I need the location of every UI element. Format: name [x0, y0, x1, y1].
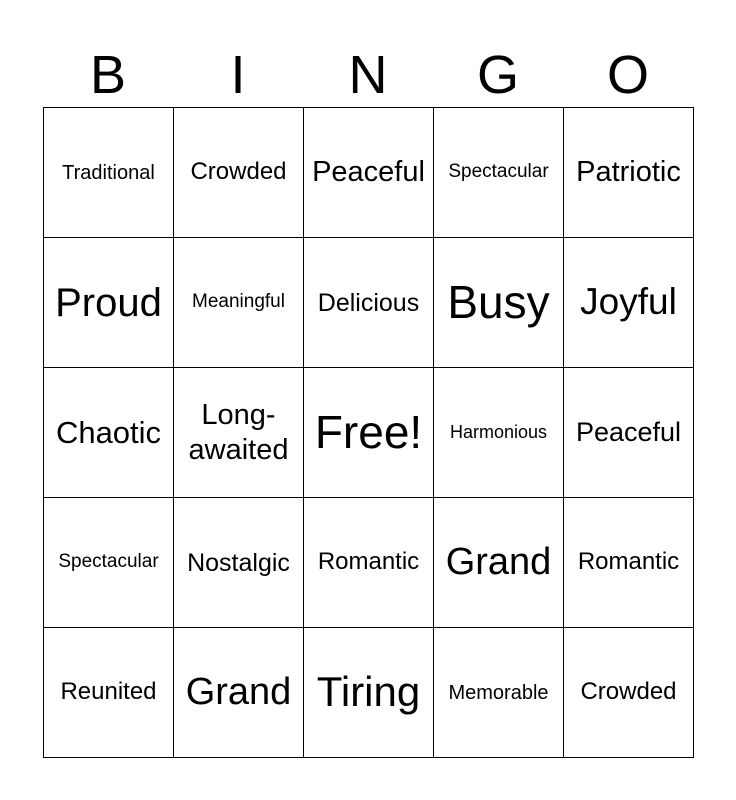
bingo-board — [43, 107, 694, 758]
bingo-cell[interactable]: Tiring — [304, 628, 434, 758]
bingo-cell[interactable]: Memorable — [434, 628, 564, 758]
header-letter-g: G — [476, 45, 519, 105]
bingo-cell[interactable]: Grand — [174, 628, 304, 758]
bingo-cell[interactable]: Harmonious — [434, 368, 564, 498]
bingo-cell[interactable]: Chaotic — [44, 368, 174, 498]
free-space-cell[interactable]: Free! — [304, 368, 434, 498]
bingo-cell[interactable]: Long-awaited — [174, 368, 304, 498]
bingo-cell[interactable]: Meaningful — [174, 238, 304, 368]
bingo-cell[interactable]: Reunited — [44, 628, 174, 758]
bingo-cell[interactable]: Crowded — [564, 628, 694, 758]
bingo-cell[interactable]: Peaceful — [304, 108, 434, 238]
header-letter-i: I — [230, 45, 246, 105]
bingo-cell[interactable]: Traditional — [44, 108, 174, 238]
bingo-cell[interactable]: Joyful — [564, 238, 694, 368]
bingo-cell[interactable]: Crowded — [174, 108, 304, 238]
bingo-cell[interactable]: Patriotic — [564, 108, 694, 238]
bingo-cell[interactable]: Spectacular — [44, 498, 174, 628]
bingo-cell[interactable]: Grand — [434, 498, 564, 628]
bingo-cell[interactable]: Delicious — [304, 238, 434, 368]
header-letter-o: O — [606, 45, 649, 105]
header-letter-n: N — [348, 45, 388, 105]
bingo-cell[interactable]: Spectacular — [434, 108, 564, 238]
header-letter-b: B — [89, 45, 127, 105]
bingo-header — [43, 44, 693, 106]
bingo-cell[interactable]: Proud — [44, 238, 174, 368]
bingo-cell[interactable]: Peaceful — [564, 368, 694, 498]
bingo-cell[interactable]: Romantic — [304, 498, 434, 628]
bingo-cell[interactable]: Busy — [434, 238, 564, 368]
bingo-cell[interactable]: Nostalgic — [174, 498, 304, 628]
bingo-cell[interactable]: Romantic — [564, 498, 694, 628]
